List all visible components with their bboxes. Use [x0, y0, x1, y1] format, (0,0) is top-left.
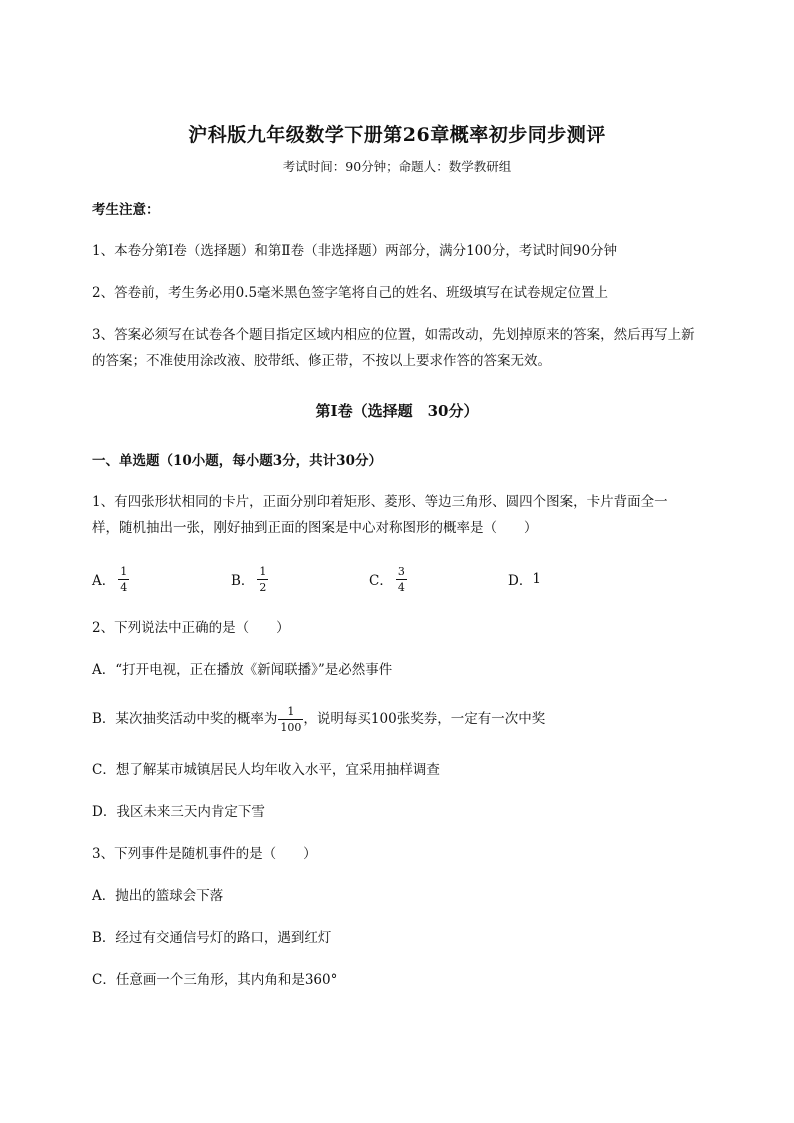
- option-a: [92, 561, 129, 597]
- section-title: 第I卷（选择题 30分）: [315, 402, 479, 420]
- question-3-option-c: C．任意画一个三角形，其内角和是360°: [92, 972, 338, 988]
- notice-item: 1、本卷分第I卷（选择题）和第Ⅱ卷（非选择题）两部分，满分100分，考试时间90分钟: [92, 243, 618, 259]
- numerator: 1: [287, 704, 295, 718]
- denominator: 4: [397, 580, 405, 594]
- question-1-stem: 1、有四张形状相同的卡片，正面分别印着矩形、菱形、等边三角形、圆四个图案，卡片背面全一: [92, 494, 668, 510]
- question-3-stem: 3、下列事件是随机事件的是（ ）: [92, 846, 317, 862]
- fraction: [118, 565, 129, 594]
- option-label: C．: [369, 573, 393, 589]
- question-2-option-c: C．想了解某市城镇居民人均年收入水平，宜采用抽样调查: [92, 762, 440, 778]
- question-2-option-d: D．我区未来三天内肯定下雪: [92, 804, 265, 820]
- option-label: B．: [231, 573, 255, 589]
- question-3-option-a: A．抛出的篮球会下落: [92, 888, 224, 904]
- denominator: 2: [259, 580, 267, 594]
- question-3-option-b: B．经过有交通信号灯的路口，遇到红灯: [92, 930, 332, 946]
- question-2-stem: 2、下列说法中正确的是（ ）: [92, 620, 290, 636]
- page-title: 沪科版九年级数学下册第26章概率初步同步测评: [188, 124, 606, 146]
- exam-info: 考试时间：90分钟；命题人：数学教研组: [282, 159, 512, 174]
- question-1-options: [92, 561, 712, 597]
- numerator: 1: [120, 564, 128, 578]
- numerator: 3: [397, 564, 405, 578]
- notice-item: 3、答案必须写在试卷各个题目指定区域内相应的位置，如需改动，先划掉原来的答案，然后再写上新: [92, 327, 695, 343]
- option-b: [231, 561, 268, 597]
- option-text: ，说明每买100张奖券，一定有一次中奖: [303, 711, 546, 727]
- option-value: 1: [532, 571, 541, 587]
- option-c: [369, 561, 407, 597]
- numerator: 1: [259, 564, 267, 578]
- notice-item: 2、答卷前，考生务必用0.5毫米黑色签字笔将自己的姓名、班级填写在试卷规定位置上: [92, 285, 609, 301]
- denominator: 100: [280, 720, 302, 734]
- option-label: D．: [508, 573, 533, 589]
- denominator: 4: [120, 580, 128, 594]
- fraction: [257, 565, 268, 594]
- question-2-option-b: [92, 701, 712, 737]
- option-d: [508, 561, 541, 597]
- notice-heading: 考生注意：: [92, 202, 160, 218]
- question-1-stem-continued: 样，随机抽出一张，刚好抽到正面的图案是中心对称图形的概率是（ ）: [92, 520, 538, 536]
- question-2-option-a: A．“打开电视，正在播放《新闻联播》”是必然事件: [92, 662, 393, 678]
- notice-item-continued: 的答案；不准使用涂改液、胶带纸、修正带，不按以上要求作答的答案无效。: [92, 353, 551, 369]
- part-heading: 一、单选题（10小题，每小题3分，共计30分）: [92, 453, 382, 469]
- fraction: [396, 565, 407, 594]
- fraction: [278, 705, 303, 734]
- option-label: A．: [92, 573, 116, 589]
- option-text: B．某次抽奖活动中奖的概率为: [92, 711, 278, 727]
